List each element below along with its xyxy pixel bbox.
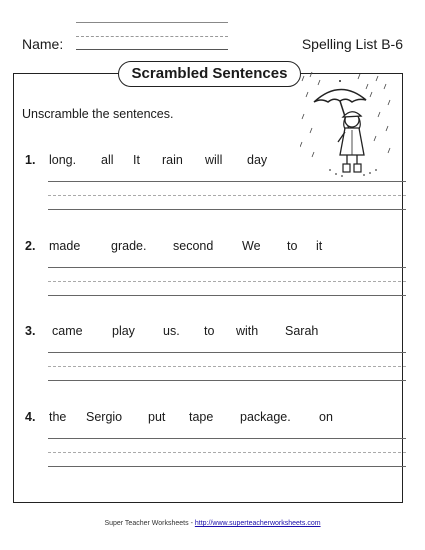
girl-umbrella-rain-icon [300, 70, 396, 180]
name-guide-dash [76, 36, 228, 37]
word: all [101, 153, 114, 167]
word: grade. [111, 239, 147, 253]
spelling-list-label: Spelling List B-6 [301, 36, 403, 52]
word: play [112, 324, 135, 338]
word: second [173, 239, 214, 253]
word: long. [49, 153, 77, 167]
answer-line-base[interactable] [48, 295, 406, 296]
question-number: 1. [25, 153, 36, 167]
answer-line-top [48, 352, 406, 353]
question-number: 4. [25, 410, 36, 424]
title-box [118, 61, 301, 87]
question-number: 3. [25, 324, 36, 338]
word: on [319, 410, 333, 424]
answer-line-top [48, 438, 406, 439]
footer [0, 520, 425, 527]
word: us. [163, 324, 180, 338]
answer-line-base[interactable] [48, 380, 406, 381]
answer-line-mid [48, 452, 406, 453]
word: to [287, 239, 298, 253]
name-guide-top [76, 22, 228, 23]
word: made [49, 239, 81, 253]
word: day [247, 153, 268, 167]
footer-separator: - [190, 520, 193, 527]
answer-line-base[interactable] [48, 466, 406, 467]
answer-line-base[interactable] [48, 209, 406, 210]
word: tape [189, 410, 214, 424]
word: with [236, 324, 259, 338]
word: to [204, 324, 215, 338]
answer-line-mid [48, 195, 406, 196]
footer-brand: Super Teacher Worksheets [104, 520, 189, 527]
answer-line-mid [48, 281, 406, 282]
word: it [316, 239, 323, 253]
answer-line-top [48, 267, 406, 268]
word: will [205, 153, 223, 167]
answer-line-top [48, 181, 406, 182]
word: put [148, 410, 166, 424]
instructions: Unscramble the sentences. [22, 107, 174, 121]
word: package. [240, 410, 291, 424]
answer-line-mid [48, 366, 406, 367]
footer-link[interactable]: http://www.superteacherworksheets.com [194, 520, 321, 527]
word: the [49, 410, 67, 424]
word: We [242, 239, 261, 253]
question-number: 2. [25, 239, 36, 253]
name-input-line[interactable] [76, 49, 228, 50]
page-title: Scrambled Sentences [131, 65, 288, 82]
word: It [133, 153, 140, 167]
word: rain [162, 153, 183, 167]
word: Sergio [86, 410, 123, 424]
word: Sarah [285, 324, 319, 338]
name-label: Name: [22, 36, 64, 52]
word: came [52, 324, 83, 338]
